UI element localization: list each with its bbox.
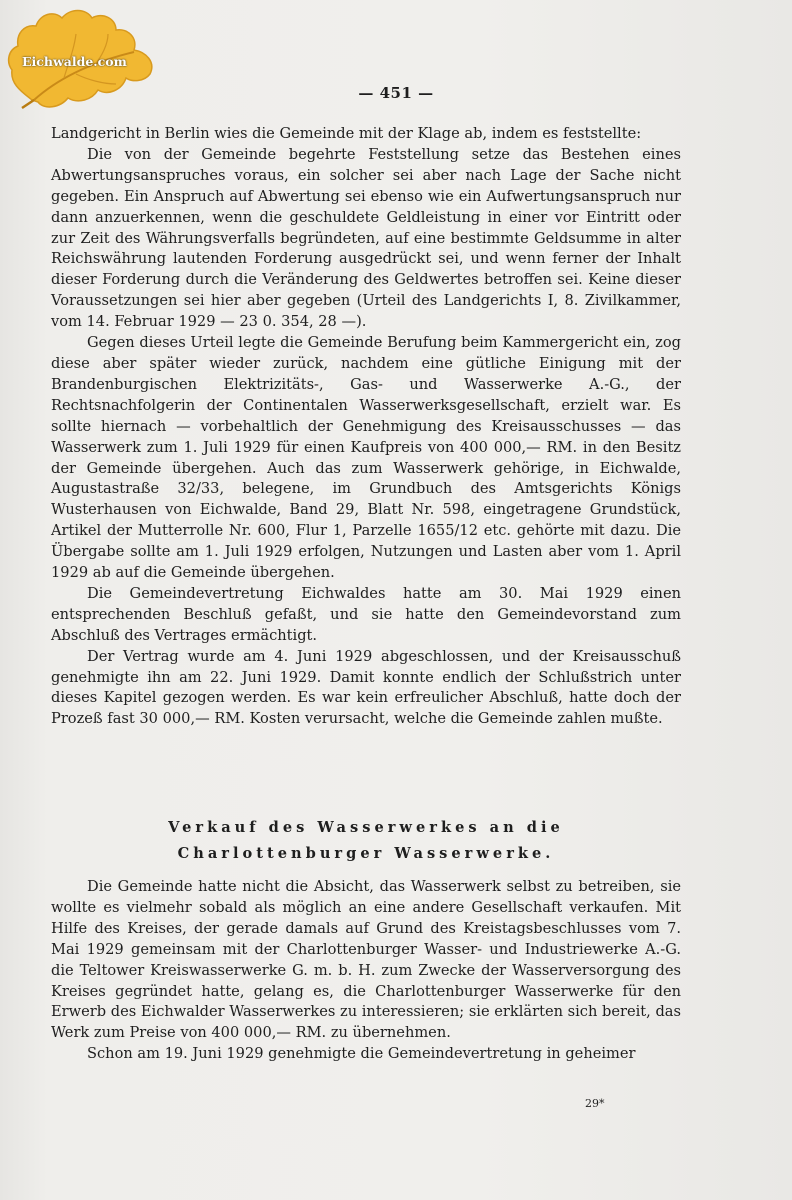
paragraph: Landgericht in Berlin wies die Gemeinde mit der Klage ab, indem es feststellte:: [51, 125, 642, 142]
logo-text: Eichwalde.com: [22, 54, 127, 69]
paragraph: Gegen dieses Urteil legte die Gemeinde Berufung beim Kammergericht ein, zog diese aber später wieder zurück, nachdem eine gütliche Einigung mit der Brandenburgischen Elektrizitäts-, Gas- und Wasserwerke A.-G., der Rechtsnachfolgerin der Continentalen Wasserwerksgesellschaft, erzielt war. Es sollte hiernach — vorbehaltlich der Genehmigung des Kreisausschusses — das Wasserwerk zum 1. Juli 1929 für einen Kaufpreis von 400 000,— RM. in den Besitz der Gemeinde übergehen. Auch das zum Wasserwerk gehörige, in Eichwalde, Augustastraße 32/33, belegene, im Grundbuch des Amtsgerichts Königs Wusterhausen von Eichwalde, Band 29, Blatt Nr. 598, eingetragene Grundstück, Artikel der Mutterrolle Nr. 600, Flur 1, Parzelle 1655/12 etc. gehörte mit dazu. Die Übergabe sollte am 1. Juli 1929 erfolgen, Nutzungen und Lasten aber vom 1. April 1929 ab auf die Gemeinde übergehen.: [51, 334, 681, 582]
paragraph: Die Gemeindevertretung Eichwaldes hatte am 30. Mai 1929 einen entsprechenden Beschluß gefaßt, und sie hatte den Gemeindevorstand zum Abschluß des Vertrages ermächtigt.: [51, 584, 681, 644]
body-text-lower: [51, 877, 681, 1065]
paragraph: Die von der Gemeinde begehrte Feststellung setze das Bestehen eines Abwertungsanspruches voraus, ein solcher sei aber nach Lage der Sache nicht gegeben. Ein Anspruch auf Abwertung sei ebenso wie ein Aufwertungsanspruch nur dann anzuerkennen, wenn die geschuldete Geldleistung in einer vor Eintritt oder zur Zeit des Währungsverfalls begründeten, auf eine bestimmte Geldsumme in alter Reichswährung lautenden Forderung ausgedrückt sei, und wenn ferner der Inhalt dieser Forderung durch die Veränderung des Geldwertes betroffen sei. Keine dieser Voraussetzungen sei hier aber gegeben (Urteil des Landgerichts I, 8. Zivilkammer, vom 14. Februar 1929 — 23 0. 354, 28 —).: [51, 145, 681, 331]
section-heading-line-1: Verkauf des Wasserwerkes an die: [168, 819, 564, 836]
section-heading-line-2: Charlottenburger Wasserwerke.: [177, 845, 555, 862]
paragraph: Die Gemeinde hatte nicht die Absicht, das Wasserwerk selbst zu betreiben, sie wollte es vielmehr sobald als möglich an eine andere Gesellschaft verkaufen. Mit Hilfe des Kreises, der gerade damals auf Grund des Kreistagsbeschlusses vom 7. Mai 1929 gemeinsam mit der Charlottenburger Wasser- und Industriewerke A.-G. die Teltower Kreiswasserwerke G. m. b. H. zum Zwecke der Wasserversorgung des Kreises gegründet hatte, gelang es, die Charlottenburger Wasserwerke für den Erwerb des Eichwalder Wasserwerkes zu interessieren; sie erklärten sich bereit, das Werk zum Preise von 400 000,— RM. zu übernehmen.: [51, 878, 681, 1042]
page-number: — 451 —: [358, 84, 434, 102]
paragraph: Schon am 19. Juni 1929 genehmigte die Gemeindevertretung in geheimer: [87, 1045, 636, 1063]
printer-signature: 29*: [585, 1097, 605, 1110]
body-text-upper: [51, 124, 681, 730]
paragraph: Der Vertrag wurde am 4. Juni 1929 abgeschlossen, und der Kreisausschuß genehmigte ihn am 22. Juni 1929. Damit konnte endlich der Schlußstrich unter dieses Kapitel gezogen werden. Es war kein erfreulicher Abschluß, hatte doch der Prozeß fast 30 000,— RM. Kosten verursacht, welche die Gemeinde zahlen mußte.: [51, 647, 681, 728]
